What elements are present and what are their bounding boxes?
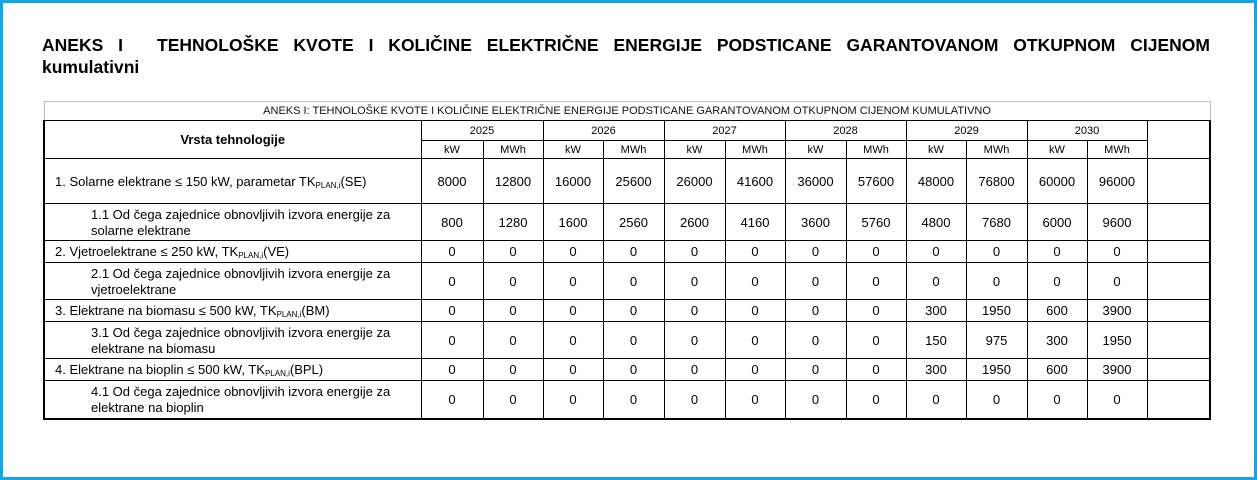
value-kw-cell: 0 [664,263,725,300]
value-mwh-cell: 0 [603,241,664,263]
technology-label [44,263,421,300]
value-mwh-cell: 0 [725,241,785,263]
value-kw-cell: 0 [785,263,846,300]
table-row [44,381,1210,419]
value-kw-cell: 0 [421,241,483,263]
empty-cell [1147,300,1210,322]
value-mwh-cell: 25600 [603,159,664,204]
value-kw-cell: 0 [785,359,846,381]
value-mwh-cell: 0 [483,241,543,263]
value-mwh-cell: 3900 [1087,359,1147,381]
annex-title-text: TEHNOLOŠKE KVOTE I KOLIČINE ELEKTRIČNE ENERGIJE PODSTICANE GARANTOVANOM OTKUPNOM CIJENOM kumulativni [42,35,1210,77]
technology-label-subscript: PLAN,i [315,180,341,190]
value-mwh-cell: 0 [725,322,785,359]
value-mwh-cell: 0 [966,381,1027,419]
year-header: 2029 [906,121,1027,141]
value-mwh-cell: 76800 [966,159,1027,204]
quota-table-container [43,101,1209,420]
value-kw-cell: 600 [1027,300,1087,322]
table-row [44,300,1210,322]
technology-label [44,381,421,419]
value-kw-cell: 0 [664,300,725,322]
unit-kw-header: kW [543,141,603,159]
technology-label-text: 1. Solarne elektrane ≤ 150 kW, parametar TK [55,173,316,189]
value-kw-cell: 0 [664,359,725,381]
technology-label [44,159,421,204]
year-header: 2026 [543,121,664,141]
value-mwh-cell: 5760 [846,204,906,241]
value-mwh-cell: 0 [603,322,664,359]
unit-kw-header: kW [1027,141,1087,159]
empty-cell [1147,322,1210,359]
value-mwh-cell: 0 [1087,381,1147,419]
value-kw-cell: 0 [664,322,725,359]
unit-mwh-header: MWh [846,141,906,159]
value-mwh-cell: 0 [725,300,785,322]
value-mwh-cell: 0 [846,359,906,381]
value-kw-cell: 0 [543,241,603,263]
value-mwh-cell: 0 [725,381,785,419]
value-mwh-cell: 0 [603,300,664,322]
value-kw-cell: 0 [421,263,483,300]
value-kw-cell: 0 [543,322,603,359]
value-mwh-cell: 1950 [966,300,1027,322]
unit-mwh-header: MWh [725,141,785,159]
technology-label-subscript: PLAN,i [276,310,302,319]
year-header: 2025 [421,121,543,141]
empty-cell [1147,241,1210,263]
technology-label-suffix: (BPL) [289,362,324,377]
value-kw-cell: 300 [906,359,966,381]
value-kw-cell: 300 [1027,322,1087,359]
value-kw-cell: 300 [906,300,966,322]
value-kw-cell: 48000 [906,159,966,204]
unit-kw-header: kW [906,141,966,159]
technology-label-text: 3. Elektrane na biomasu ≤ 500 kW, TK [55,303,277,318]
value-mwh-cell: 0 [1087,241,1147,263]
empty-header-cell [1147,121,1210,159]
value-kw-cell: 0 [906,381,966,419]
unit-mwh-header: MWh [1087,141,1147,159]
value-mwh-cell: 0 [846,241,906,263]
value-mwh-cell: 0 [846,300,906,322]
value-mwh-cell: 12800 [483,159,543,204]
value-kw-cell: 0 [543,381,603,419]
value-kw-cell: 0 [543,359,603,381]
value-mwh-cell: 0 [846,322,906,359]
value-mwh-cell: 0 [603,263,664,300]
year-header: 2030 [1027,121,1147,141]
year-header: 2027 [664,121,785,141]
value-kw-cell: 0 [906,263,966,300]
value-mwh-cell: 0 [483,322,543,359]
technology-column-header: Vrsta tehnologije [44,121,421,159]
table-row [44,159,1210,204]
quota-table [43,101,1211,420]
unit-kw-header: kW [421,141,483,159]
value-kw-cell: 0 [664,241,725,263]
value-kw-cell: 0 [906,241,966,263]
value-kw-cell: 0 [1027,263,1087,300]
value-mwh-cell: 0 [603,359,664,381]
annex-title [42,34,1210,78]
value-kw-cell: 0 [421,381,483,419]
technology-label [44,204,421,241]
value-mwh-cell: 4160 [725,204,785,241]
value-kw-cell: 3600 [785,204,846,241]
technology-label [44,300,421,322]
value-mwh-cell: 0 [966,263,1027,300]
value-kw-cell: 60000 [1027,159,1087,204]
technology-label [44,241,421,263]
value-mwh-cell: 1950 [1087,322,1147,359]
technology-label [44,359,421,381]
value-kw-cell: 36000 [785,159,846,204]
technology-label-suffix: (SE) [340,173,367,189]
value-kw-cell: 0 [421,322,483,359]
table-row [44,263,1210,300]
value-mwh-cell: 0 [483,300,543,322]
unit-mwh-header: MWh [603,141,664,159]
empty-cell [1147,359,1210,381]
technology-label-text: 2. Vjetroelektrane ≤ 250 kW, TK [55,244,239,259]
technology-label [44,322,421,359]
table-row [44,359,1210,381]
unit-kw-header: kW [785,141,846,159]
technology-label-subscript: PLAN,i [264,369,290,378]
unit-mwh-header: MWh [483,141,543,159]
value-mwh-cell: 0 [846,263,906,300]
technology-label-text: 2.1 Od čega zajednice obnovljivih izvora energije za vjetroelektrane [91,265,391,297]
value-mwh-cell: 57600 [846,159,906,204]
unit-kw-header: kW [664,141,725,159]
value-mwh-cell: 975 [966,322,1027,359]
value-kw-cell: 6000 [1027,204,1087,241]
value-kw-cell: 0 [543,300,603,322]
value-mwh-cell: 0 [603,381,664,419]
value-mwh-cell: 9600 [1087,204,1147,241]
value-kw-cell: 0 [785,381,846,419]
value-kw-cell: 0 [421,359,483,381]
technology-label-text: 1.1 Od čega zajednice obnovljivih izvora energije za solarne elektrane [91,206,391,238]
value-kw-cell: 0 [421,300,483,322]
empty-cell [1147,159,1210,204]
value-mwh-cell: 0 [1087,263,1147,300]
value-mwh-cell: 0 [483,359,543,381]
value-kw-cell: 150 [906,322,966,359]
value-mwh-cell: 96000 [1087,159,1147,204]
value-mwh-cell: 2560 [603,204,664,241]
table-row [44,241,1210,263]
value-mwh-cell: 1950 [966,359,1027,381]
empty-cell [1147,263,1210,300]
technology-label-text: 4.1 Od čega zajednice obnovljivih izvora energije za elektrane na bioplin [91,383,391,415]
technology-label-text: 3.1 Od čega zajednice obnovljivih izvora energije za elektrane na biomasu [91,324,391,356]
value-kw-cell: 0 [1027,381,1087,419]
value-kw-cell: 0 [785,241,846,263]
value-kw-cell: 16000 [543,159,603,204]
value-kw-cell: 26000 [664,159,725,204]
value-kw-cell: 0 [664,381,725,419]
table-row [44,204,1210,241]
value-mwh-cell: 0 [725,263,785,300]
value-mwh-cell: 0 [725,359,785,381]
technology-label-suffix: (VE) [263,244,290,259]
technology-label-text: 4. Elektrane na bioplin ≤ 500 kW, TK [55,362,265,377]
value-kw-cell: 4800 [906,204,966,241]
empty-cell [1147,204,1210,241]
value-mwh-cell: 41600 [725,159,785,204]
technology-label-subscript: PLAN,i [238,251,264,260]
annex-title-prefix: ANEKS I [42,35,123,55]
value-kw-cell: 0 [1027,241,1087,263]
value-mwh-cell: 7680 [966,204,1027,241]
value-kw-cell: 0 [543,263,603,300]
empty-cell [1147,381,1210,419]
value-kw-cell: 800 [421,204,483,241]
value-mwh-cell: 0 [846,381,906,419]
table-row [44,322,1210,359]
value-mwh-cell: 0 [483,263,543,300]
value-kw-cell: 0 [785,300,846,322]
unit-mwh-header: MWh [966,141,1027,159]
value-kw-cell: 8000 [421,159,483,204]
value-kw-cell: 600 [1027,359,1087,381]
value-mwh-cell: 1280 [483,204,543,241]
value-kw-cell: 2600 [664,204,725,241]
value-mwh-cell: 3900 [1087,300,1147,322]
value-kw-cell: 1600 [543,204,603,241]
table-caption: ANEKS I: TEHNOLOŠKE KVOTE I KOLIČINE ELEKTRIČNE ENERGIJE PODSTICANE GARANTOVANOM OTKUPNOM CIJENOM KUMULATIVNO [44,102,1210,121]
value-mwh-cell: 0 [966,241,1027,263]
technology-label-suffix: (BM) [301,303,330,318]
value-mwh-cell: 0 [483,381,543,419]
year-header: 2028 [785,121,906,141]
value-kw-cell: 0 [785,322,846,359]
